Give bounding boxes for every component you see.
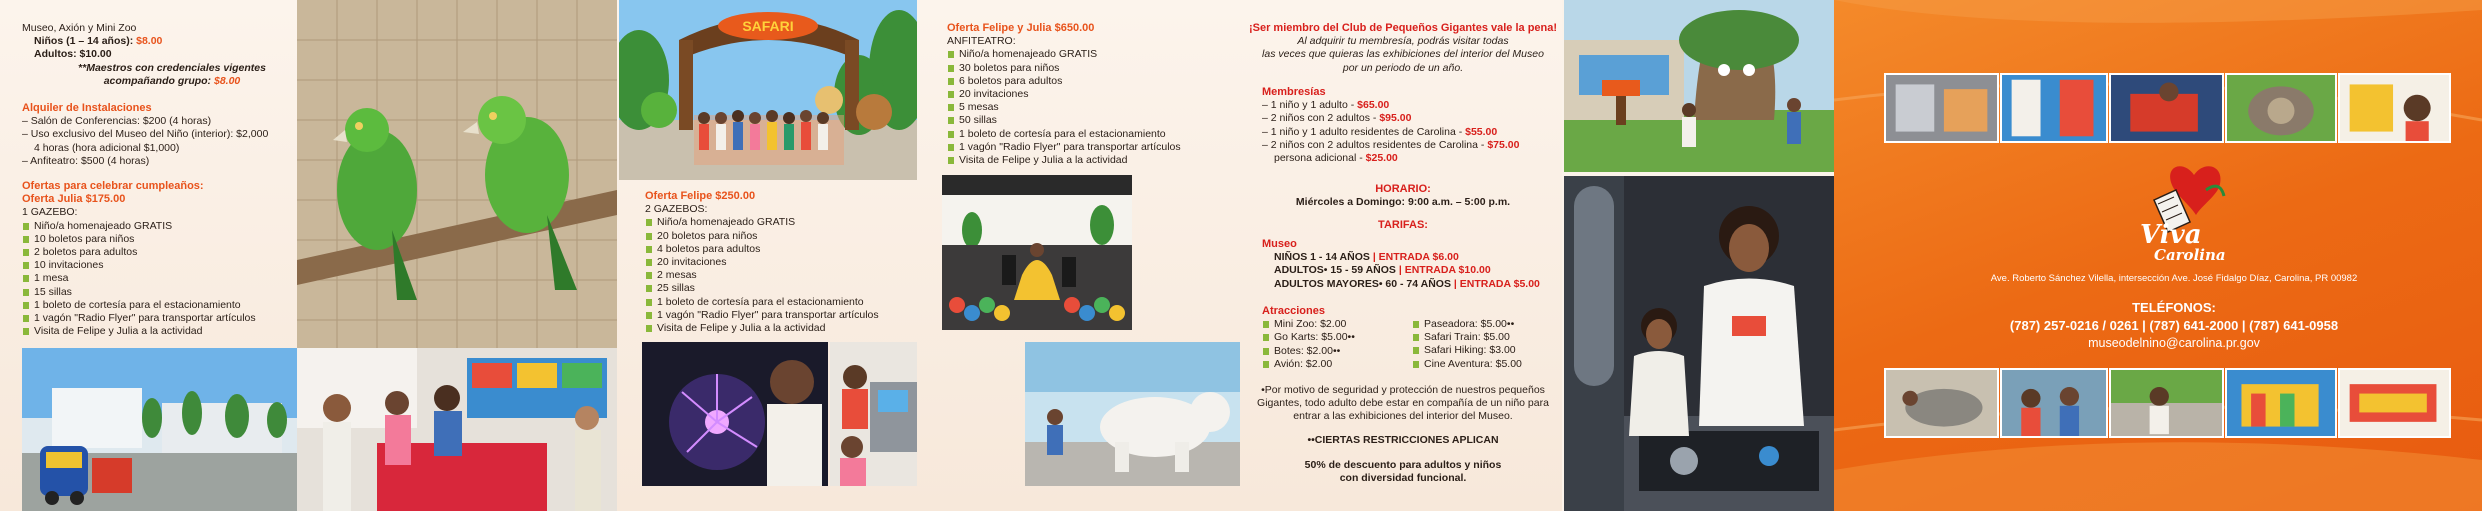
tarifa-item: ADULTOS• 15 - 59 AÑOS | ENTRADA $10.00	[1274, 264, 1491, 277]
thumb-photo	[1884, 73, 1999, 143]
club-line: por un periodo de un año.	[1342, 61, 1464, 74]
prices-text	[22, 22, 292, 338]
tarifas-title: TARIFAS:	[1378, 219, 1428, 232]
membresia-item: – 1 niño y 1 adulto - $65.00	[1262, 99, 1390, 112]
felipe-title: Oferta Felipe $250.00	[645, 190, 756, 202]
fj-sub: ANFITEATRO:	[947, 35, 1016, 48]
alquiler-item: – Anfiteatro: $500 (4 horas)	[22, 154, 150, 167]
julia-item: Visita de Felipe y Julia a la actividad	[22, 325, 292, 338]
horario-title: HORARIO:	[1375, 183, 1431, 195]
fj-item: 30 boletos para niños	[947, 62, 1237, 75]
panel-prices	[0, 0, 297, 511]
safari-sign-text: SAFARI	[742, 18, 794, 34]
club-title: ¡Ser miembro del Club de Pequeños Gigantes vale la pena!	[1248, 22, 1558, 34]
membresias-title: Membresías	[1262, 86, 1326, 98]
museo-label: Museo	[1262, 238, 1297, 250]
felipe-gazebos: 2 GAZEBOS:	[645, 203, 708, 216]
panel-felipe-julia	[917, 0, 1240, 511]
julia-title: Oferta Julia $175.00	[22, 193, 126, 206]
julia-item: 10 boletos para niños	[22, 233, 292, 246]
felipe-julia-text	[947, 22, 1237, 167]
julia-item: 1 boleto de cortesía para el estacionamiento	[22, 299, 292, 312]
atracciones-title: Atracciones	[1262, 305, 1325, 317]
julia-item: 2 boletos para adultos	[22, 246, 292, 259]
control-panel-photo	[830, 342, 917, 486]
parrots-photo	[297, 0, 617, 348]
museum-train-photo	[22, 348, 297, 511]
felipe-item: Visita de Felipe y Julia a la actividad	[645, 322, 915, 335]
julia-item: Niño/a homenajeado GRATIS	[22, 220, 292, 233]
amphitheater-photo	[942, 175, 1132, 330]
logo-viva: Viva	[2140, 220, 2202, 250]
horario-block	[1248, 183, 1558, 233]
felipe-text	[645, 190, 915, 335]
alquiler-item: – Salón de Conferencias: $200 (4 horas)	[22, 115, 212, 128]
thumb-photo	[2109, 368, 2224, 438]
tarifa-item: NIÑOS 1 - 14 AÑOS | ENTRADA $6.00	[1274, 251, 1459, 264]
alquiler-item: 4 horas (hora adicional $1,000)	[34, 141, 180, 154]
price-adultos: Adultos: $10.00	[34, 48, 112, 61]
atracciones-left	[1262, 305, 1402, 371]
ofertas-title: Ofertas para celebrar cumpleaños:	[22, 180, 204, 193]
panel-photos	[1562, 0, 1834, 511]
fj-item: 1 vagón "Radio Flyer" para transportar artículos	[947, 141, 1237, 154]
felipe-item: 4 boletos para adultos	[645, 243, 915, 256]
viva-carolina-logo	[2124, 160, 2254, 270]
atraccion-item: Paseadora: $5.00••	[1412, 318, 1552, 331]
tarifa-item: ADULTOS MAYORES• 60 - 74 AÑOS | ENTRADA $5.00	[1274, 277, 1540, 290]
felipe-item: Niño/a homenajeado GRATIS	[645, 216, 915, 229]
panel-contact	[1834, 0, 2482, 511]
prices-header: Museo, Axión y Mini Zoo	[22, 22, 137, 34]
julia-item: 1 mesa	[22, 272, 292, 285]
thumb-photo	[2338, 73, 2451, 143]
thumb-photo	[2000, 73, 2108, 143]
thumb-photo	[1884, 368, 1999, 438]
alquiler-title: Alquiler de Instalaciones	[22, 102, 152, 115]
fj-title: Oferta Felipe y Julia $650.00	[947, 22, 1095, 34]
felipe-item: 25 sillas	[645, 282, 915, 295]
membresia-item: persona adicional - $25.00	[1274, 152, 1398, 165]
polar-bear-photo	[1025, 342, 1240, 486]
talking-tree-photo	[1564, 0, 1834, 172]
panel-felipe	[617, 0, 917, 511]
safari-entrance-photo	[619, 0, 917, 180]
descuento-line: con diversidad funcional.	[1339, 472, 1467, 485]
descuento-line: 50% de descuento para adultos y niños	[1304, 458, 1502, 471]
atraccion-item: Avión: $2.00	[1262, 358, 1402, 371]
exhibit-table-photo	[297, 348, 617, 511]
membresia-item: – 2 niños con 2 adultos residentes de Carolina - $75.00	[1262, 138, 1520, 151]
membresia-item: – 2 niños con 2 adultos - $95.00	[1262, 112, 1412, 125]
felipe-item: 20 boletos para niños	[645, 230, 915, 243]
thumb-photo	[2000, 368, 2108, 438]
membresias-block	[1262, 86, 1558, 165]
horario-text: Miércoles a Domingo: 9:00 a.m. – 5:00 p.m.	[1295, 196, 1511, 209]
maestros-note-2: acompañando grupo: $8.00	[103, 74, 241, 87]
club-block	[1248, 22, 1558, 75]
atraccion-item: Cine Aventura: $5.00	[1412, 358, 1552, 371]
logo-carolina: Carolina	[2154, 246, 2226, 264]
fj-item: Niño/a homenajeado GRATIS	[947, 48, 1237, 61]
julia-item: 1 vagón "Radio Flyer" para transportar artículos	[22, 312, 292, 325]
atracciones-right	[1412, 318, 1552, 371]
restricciones: ••CIERTAS RESTRICCIONES APLICAN	[1307, 433, 1499, 446]
tarifas-block	[1262, 238, 1558, 291]
thumb-photo	[2225, 73, 2337, 143]
alquiler-item: – Uso exclusivo del Museo del Niño (interior): $2,000	[22, 128, 269, 141]
panel-info	[1240, 0, 1562, 511]
atraccion-item: Mini Zoo: $2.00	[1262, 318, 1402, 331]
atraccion-item: Safari Train: $5.00	[1412, 331, 1552, 344]
membresia-item: – 1 niño y 1 adulto residentes de Carolina - $55.00	[1262, 125, 1498, 138]
fj-item: Visita de Felipe y Julia a la actividad	[947, 154, 1237, 167]
fj-item: 1 boleto de cortesía para el estacionamiento	[947, 128, 1237, 141]
felipe-item: 2 mesas	[645, 269, 915, 282]
thumb-photo	[2225, 368, 2337, 438]
girl-exhibit-photo	[1564, 176, 1834, 511]
address: Ave. Roberto Sánchez Vilella, intersección Ave. José Fidalgo Díaz, Carolina, PR 00982	[1990, 273, 2358, 284]
fj-item: 50 sillas	[947, 114, 1237, 127]
phones-title: TELÉFONOS:	[2132, 300, 2216, 315]
seguridad-line: •Por motivo de seguridad y protección de nuestros pequeños	[1261, 384, 1545, 396]
felipe-item: 20 invitaciones	[645, 256, 915, 269]
fj-item: 20 invitaciones	[947, 88, 1237, 101]
notes-block	[1248, 384, 1558, 485]
maestros-note: **Maestros con credenciales vigentes	[78, 61, 266, 74]
phone-numbers: (787) 257-0216 / 0261 | (787) 641-2000 | (787) 641-0958	[2009, 318, 2339, 333]
plasma-ball-photo	[642, 342, 828, 486]
seguridad-line: Gigantes, todo adulto debe estar en compañía de un niño para	[1257, 397, 1549, 410]
thumb-photo	[2338, 368, 2451, 438]
atraccion-item: Go Karts: $5.00••	[1262, 331, 1402, 344]
atraccion-item: Botes: $2.00••	[1262, 345, 1402, 358]
fj-item: 5 mesas	[947, 101, 1237, 114]
price-ninos: Niños (1 – 14 años): $8.00	[34, 35, 163, 48]
felipe-item: 1 vagón "Radio Flyer" para transportar artículos	[645, 309, 915, 322]
julia-item: 10 invitaciones	[22, 259, 292, 272]
julia-gazebo: 1 GAZEBO:	[22, 206, 78, 219]
email-link[interactable]: museodelnino@carolina.pr.gov	[2088, 336, 2260, 350]
seguridad-line: entrar a las exhibiciones del interior del Museo.	[1293, 410, 1513, 423]
club-line: las veces que quieras las exhibiciones del interior del Museo	[1262, 48, 1544, 61]
felipe-item: 1 boleto de cortesía para el estacionamiento	[645, 296, 915, 309]
atraccion-item: Safari Hiking: $3.00	[1412, 344, 1552, 357]
club-line: Al adquirir tu membresía, podrás visitar todas	[1297, 35, 1509, 48]
fj-item: 6 boletos para adultos	[947, 75, 1237, 88]
julia-item: 15 sillas	[22, 286, 292, 299]
thumb-photo	[2109, 73, 2224, 143]
